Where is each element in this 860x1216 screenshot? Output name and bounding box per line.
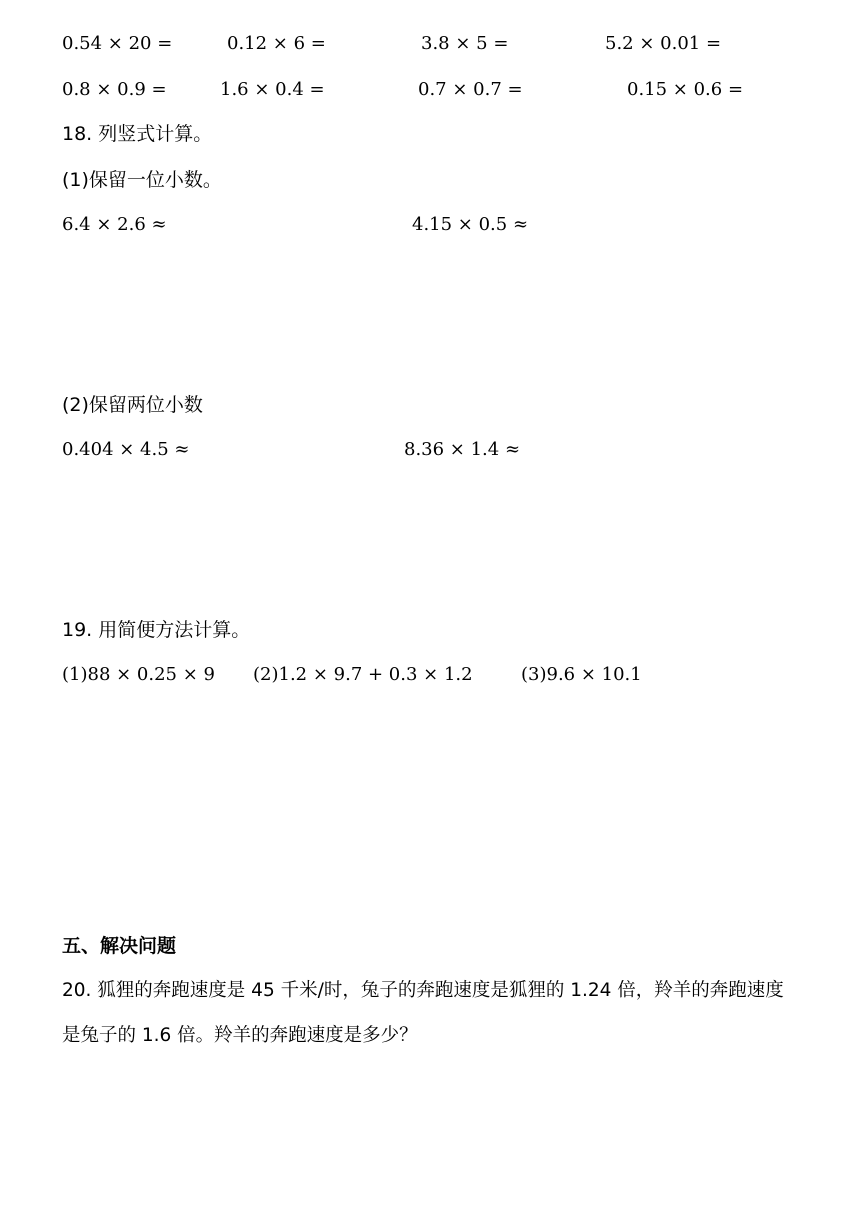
q20-line2: 是兔子的 1.6 倍。羚羊的奔跑速度是多少？: [62, 1025, 418, 1046]
q18-item-0-404x4-5: 0.404 × 4.5 ≈: [62, 439, 190, 460]
q18-title: 18. 列竖式计算。: [62, 123, 213, 145]
calc-0-7x0-7: 0.7 × 0.7 =: [418, 79, 523, 100]
q18-part2-label: (2)保留两位小数: [62, 394, 203, 416]
calc-0-8x0-9: 0.8 × 0.9 =: [62, 79, 167, 100]
q18-part1-label: (1)保留一位小数。: [62, 169, 222, 191]
q19-title: 19. 用简便方法计算。: [62, 619, 251, 641]
q18-item-8-36x1-4: 8.36 × 1.4 ≈: [404, 439, 521, 460]
q18-item-6-4x2-6: 6.4 × 2.6 ≈: [62, 214, 167, 235]
q19-item-1: (1)88 × 0.25 × 9: [62, 664, 215, 685]
calc-0-15x0-6: 0.15 × 0.6 =: [627, 79, 744, 100]
section-heading-solve-problems: 五、解决问题: [62, 935, 177, 957]
q18-item-4-15x0-5: 4.15 × 0.5 ≈: [412, 214, 529, 235]
calc-1-6x0-4: 1.6 × 0.4 =: [220, 79, 325, 100]
q19-item-2: (2)1.2 × 9.7 + 0.3 × 1.2: [253, 664, 473, 685]
calc-5-2x0-01: 5.2 × 0.01 =: [605, 33, 722, 54]
q19-item-3: (3)9.6 × 10.1: [521, 664, 642, 685]
q20-line1: 20. 狐狸的奔跑速度是 45 千米/时，兔子的奔跑速度是狐狸的 1.24 倍，羚羊的奔跑速度: [62, 980, 784, 1001]
calc-3-8x5: 3.8 × 5 =: [421, 33, 509, 54]
calc-0-12x6: 0.12 × 6 =: [227, 33, 326, 54]
calc-0-54x20: 0.54 × 20 =: [62, 33, 173, 54]
